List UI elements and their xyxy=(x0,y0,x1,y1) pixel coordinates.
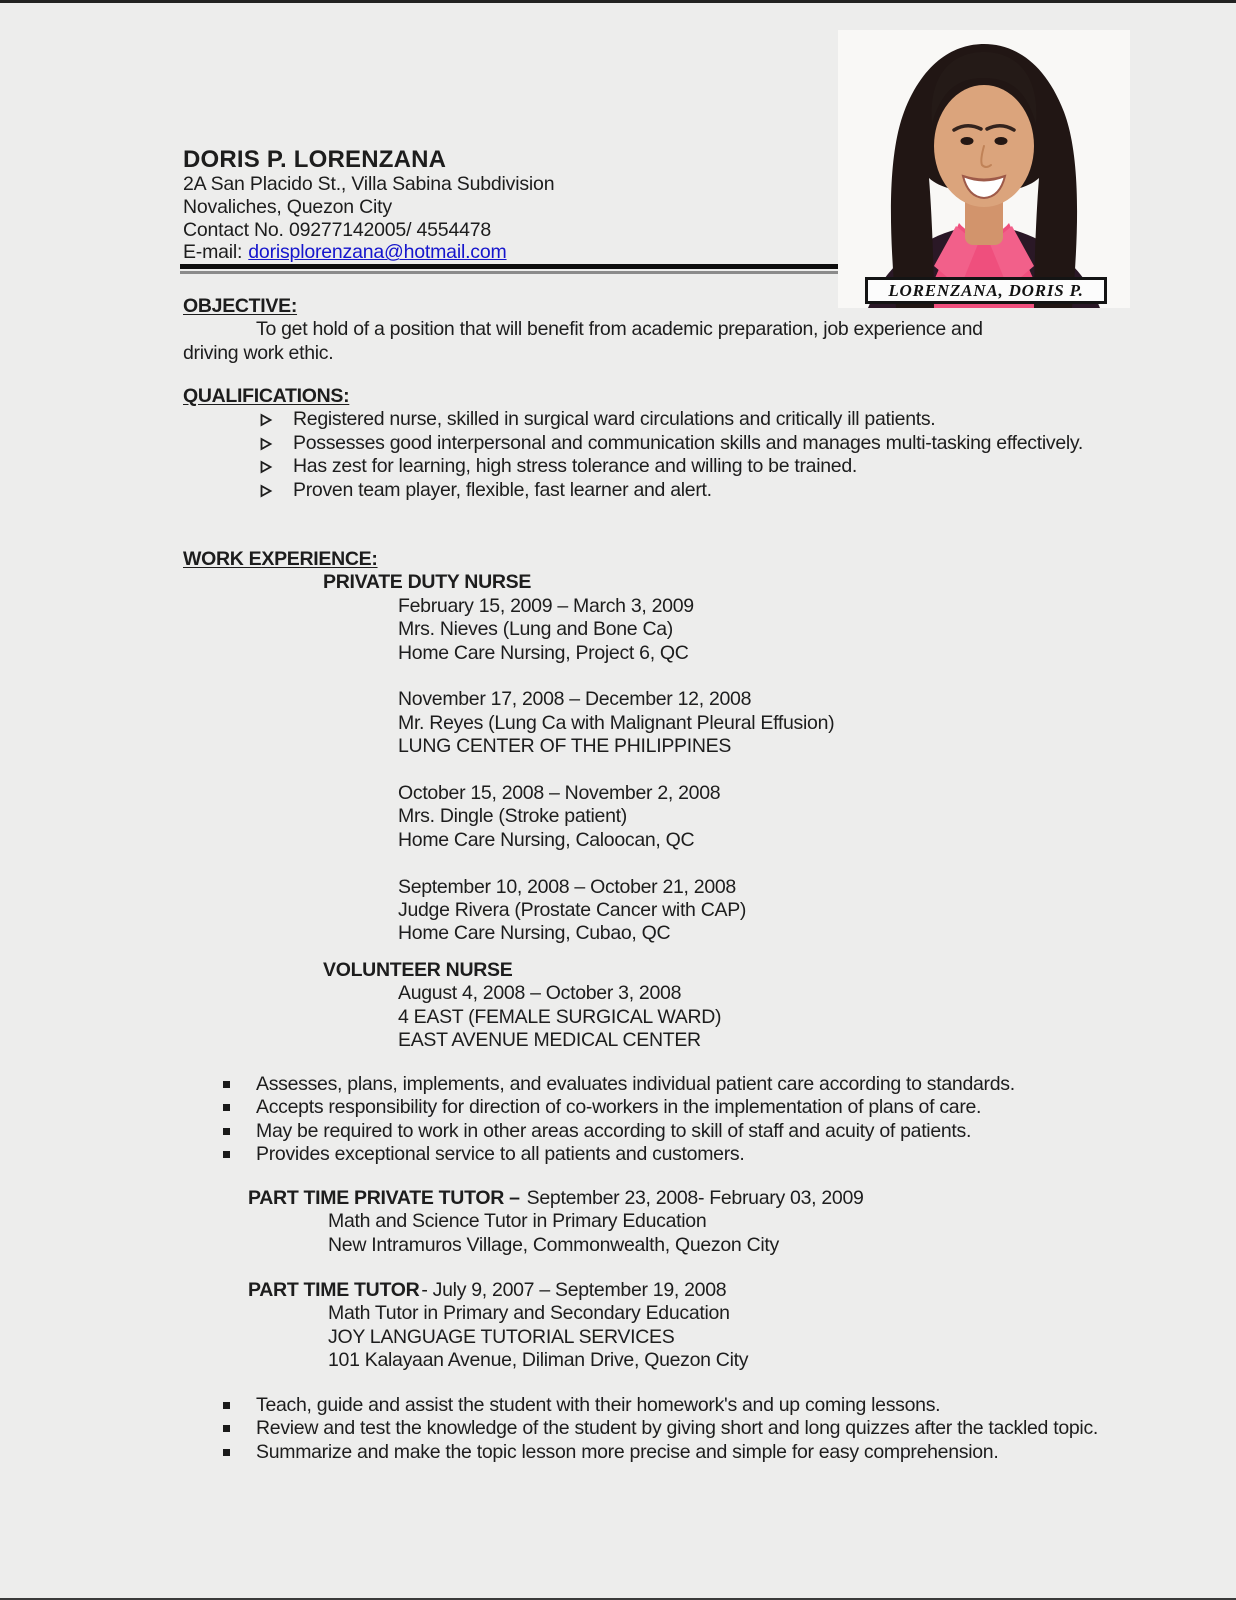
volunteer-nurse-section xyxy=(183,959,1198,1053)
address-line-1: 2A San Placido St., Villa Sabina Subdivision xyxy=(183,173,555,195)
email-label: E-mail: xyxy=(183,241,243,264)
qualification-item: Proven team player, flexible, fast learner and alert. xyxy=(183,479,1093,502)
square-bullet-icon xyxy=(223,1402,230,1409)
tutor-role-detail: Math and Science Tutor in Primary Education xyxy=(328,1210,707,1233)
duty-item: Accepts responsibility for direction of co-workers in the implementation of plans of care. xyxy=(183,1096,1173,1119)
photo-name-plate-text: LORENZANA, DORIS P. xyxy=(888,280,1084,300)
arrow-bullet-icon xyxy=(259,437,273,451)
entry-location: LUNG CENTER OF THE PHILIPPINES xyxy=(398,735,732,758)
entry-hospital: EAST AVENUE MEDICAL CENTER xyxy=(398,1029,701,1052)
qualifications-heading: QUALIFICATIONS: xyxy=(183,385,350,407)
duty-item: Assesses, plans, implements, and evaluates individual patient care according to standards. xyxy=(183,1073,1173,1096)
square-bullet-icon xyxy=(223,1081,230,1088)
square-bullet-icon xyxy=(223,1425,230,1432)
tutor-role-detail: New Intramuros Village, Commonwealth, Quezon City xyxy=(328,1233,779,1256)
entry-dates: February 15, 2009 – March 3, 2009 xyxy=(398,594,694,617)
objective-heading: OBJECTIVE: xyxy=(183,295,298,317)
contact-number: Contact No. 09277142005/ 4554478 xyxy=(183,218,492,241)
entry-patient: Judge Rivera (Prostate Cancer with CAP) xyxy=(398,899,747,922)
page-top-edge xyxy=(0,0,1236,3)
part-time-private-tutor-section xyxy=(183,1187,1198,1257)
tutor-role-dates: September 23, 2008- February 03, 2009 xyxy=(526,1187,864,1209)
tutor-role-detail: Math Tutor in Primary and Secondary Education xyxy=(328,1302,730,1325)
entry-patient: Mr. Reyes (Lung Ca with Malignant Pleural Effusion) xyxy=(398,711,835,734)
entry-dates: October 15, 2008 – November 2, 2008 xyxy=(398,782,721,805)
email-link[interactable]: dorisplorenzana@hotmail.com xyxy=(248,241,507,264)
square-bullet-icon xyxy=(223,1128,230,1135)
tutor-role-title: PART TIME PRIVATE TUTOR – xyxy=(248,1187,520,1209)
entry-dates: November 17, 2008 – December 12, 2008 xyxy=(398,688,752,711)
address-line-2: Novaliches, Quezon City xyxy=(183,195,392,218)
arrow-bullet-icon xyxy=(259,484,273,498)
duty-item: Summarize and make the topic lesson more precise and simple for easy comprehension. xyxy=(183,1441,1173,1464)
qualifications-section xyxy=(183,385,1198,502)
objective-text-line2: driving work ethic. xyxy=(183,341,334,364)
tutor-role-detail: 101 Kalayaan Avenue, Diliman Drive, Quezon City xyxy=(328,1349,749,1372)
tutor-role-dates: - July 9, 2007 – September 19, 2008 xyxy=(421,1279,727,1301)
tutor-role-title-line xyxy=(183,1187,1198,1210)
tutor-role-title-line xyxy=(183,1279,1198,1302)
duty-item: Provides exceptional service to all patients and customers. xyxy=(183,1143,1173,1166)
entry-patient: Mrs. Nieves (Lung and Bone Ca) xyxy=(398,618,673,641)
duty-item: May be required to work in other areas according to skill of staff and acuity of patients. xyxy=(183,1120,1173,1143)
work-experience-heading: WORK EXPERIENCE: xyxy=(183,548,378,570)
duty-item: Teach, guide and assist the student with their homework's and up coming lessons. xyxy=(183,1394,1173,1417)
part-time-tutor-section xyxy=(183,1279,1198,1373)
header-divider xyxy=(180,264,838,274)
portrait-illustration xyxy=(838,30,1130,308)
entry-location: Home Care Nursing, Caloocan, QC xyxy=(398,828,695,851)
entry-dates: September 10, 2008 – October 21, 2008 xyxy=(398,875,736,898)
entry-patient: Mrs. Dingle (Stroke patient) xyxy=(398,805,627,828)
square-bullet-icon xyxy=(223,1151,230,1158)
role-title-private-duty-nurse: PRIVATE DUTY NURSE xyxy=(323,571,532,594)
work-experience-section xyxy=(183,548,1198,946)
entry-location: Home Care Nursing, Project 6, QC xyxy=(398,641,689,664)
square-bullet-icon xyxy=(223,1449,230,1456)
header xyxy=(183,147,554,264)
qualification-item: Possesses good interpersonal and communication skills and manages multi-tasking effectively. xyxy=(183,432,1093,455)
person-name: DORIS P. LORENZANA xyxy=(183,146,447,173)
entry-ward: 4 EAST (FEMALE SURGICAL WARD) xyxy=(398,1005,722,1028)
email-line xyxy=(183,241,554,264)
tutor-duties-list xyxy=(183,1394,1198,1464)
duty-item: Review and test the knowledge of the student by giving short and long quizzes after the tackled topic. xyxy=(183,1417,1173,1440)
tutor-role-detail: JOY LANGUAGE TUTORIAL SERVICES xyxy=(328,1325,675,1348)
arrow-bullet-icon xyxy=(259,460,273,474)
objective-text-line1: To get hold of a position that will benefit from academic preparation, job experience and xyxy=(256,318,983,341)
qualification-item: Registered nurse, skilled in surgical ward circulations and critically ill patients. xyxy=(183,408,1093,431)
objective-section xyxy=(183,295,1198,365)
entry-location: Home Care Nursing, Cubao, QC xyxy=(398,922,671,945)
qualification-item: Has zest for learning, high stress tolerance and willing to be trained. xyxy=(183,455,1093,478)
square-bullet-icon xyxy=(223,1104,230,1111)
nurse-duties-list xyxy=(183,1073,1198,1167)
arrow-bullet-icon xyxy=(259,413,273,427)
applicant-photo xyxy=(838,30,1130,308)
role-title-volunteer-nurse: VOLUNTEER NURSE xyxy=(323,959,513,981)
entry-dates: August 4, 2008 – October 3, 2008 xyxy=(398,982,682,1005)
tutor-role-title: PART TIME TUTOR xyxy=(248,1279,420,1301)
